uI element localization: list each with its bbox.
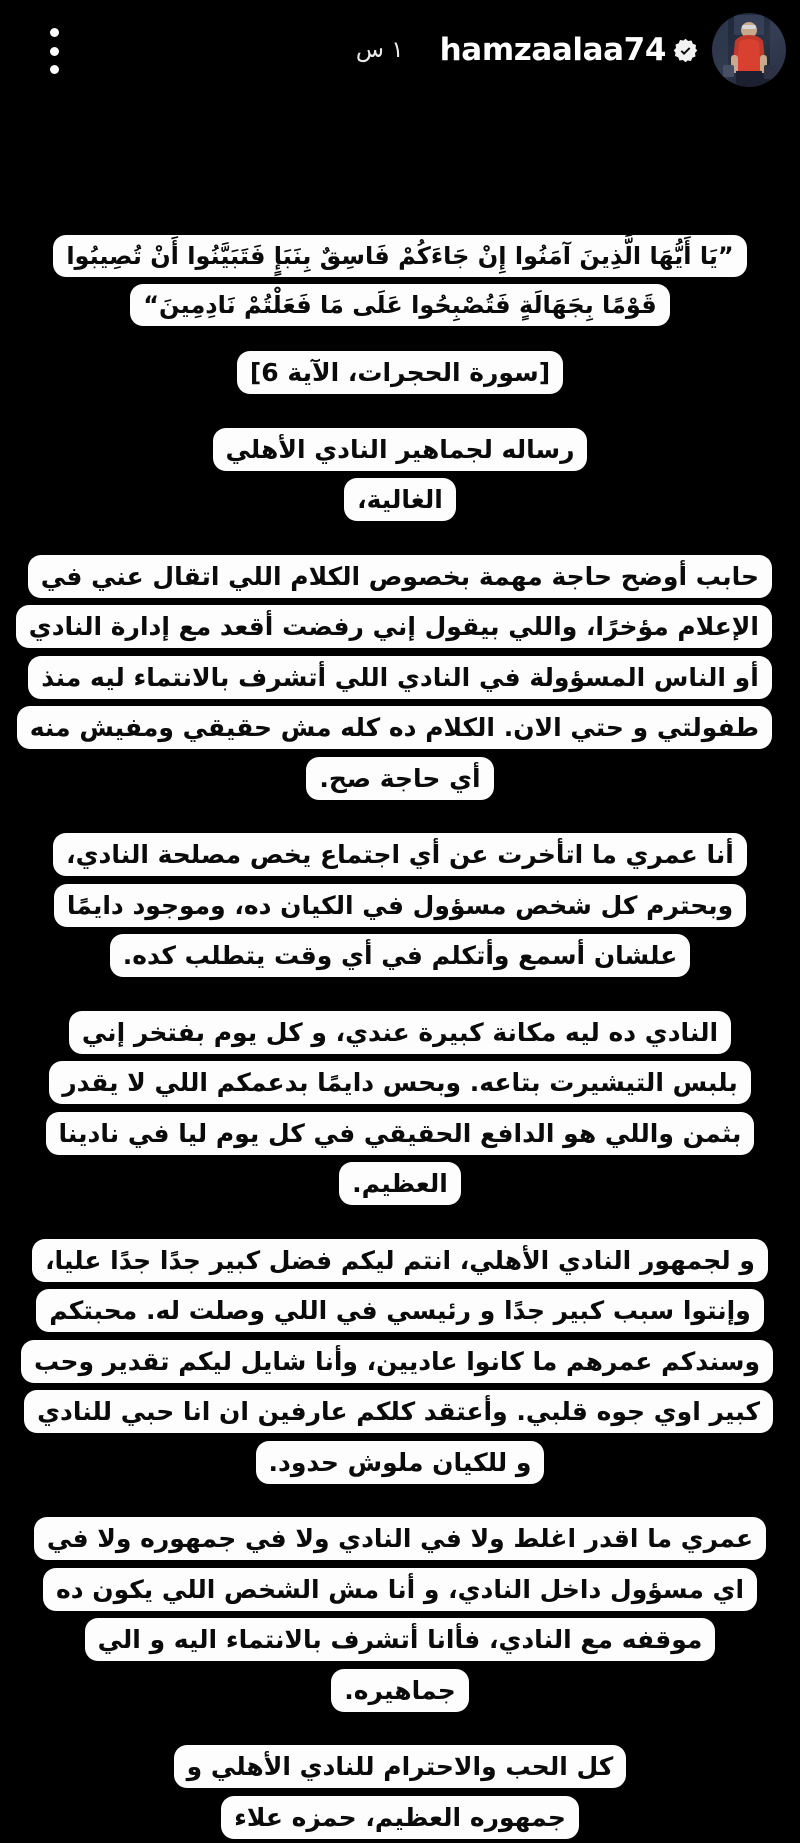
text-block-verse-source — [50, 348, 750, 399]
text-block-paragraph-5 — [28, 1514, 772, 1716]
signoff-text: كل الحب والاحترام للنادي الأهلي و جمهوره العظيم، حمزه علاء — [174, 1745, 627, 1839]
kebab-menu-icon[interactable] — [44, 28, 64, 74]
story-timestamp: ١ س — [355, 37, 404, 63]
kebab-dot — [50, 65, 59, 74]
text-block-quran-verse — [30, 232, 770, 330]
profile-avatar-image[interactable] — [712, 13, 786, 87]
paragraph-4-text: و لجمهور النادي الأهلي، انتم ليكم فضل كبير جدًا جدًا عليا، وإنتوا سبب كبير جدًا و رئيسي في اللي وصلت له. محبتكم وسندكم عمرهم ما كانوا عاديين، وأنا شايل ليكم تقدير وحب كبير اوي جوه قلبي. وأعتقد كلكم عارفين ان انا حبي للنادي و للكيان ملوش حدود. — [21, 1239, 773, 1484]
story-header — [0, 0, 800, 100]
verified-badge-icon — [673, 38, 698, 63]
text-block-signoff — [150, 1742, 650, 1843]
text-block-paragraph-1 — [28, 552, 772, 805]
text-block-paragraph-3 — [42, 1008, 758, 1210]
quran-verse-text: ”يَا أَيُّهَا الَّذِينَ آمَنُوا إِنْ جَاءَكُمْ فَاسِقٌ بِنَبَإٍ فَتَبَيَّنُوا أَنْ تُصِيبُوا قَوْمًا بِجَهَالَةٍ فَتُصْبِحُوا عَلَى مَا فَعَلْتُمْ نَادِمِينَ“ — [53, 235, 746, 326]
paragraph-1-text: حابب أوضح حاجة مهمة بخصوص الكلام اللي اتقال عني في الإعلام مؤخرًا، واللي بيقول إني رفضت أقعد مع إدارة النادي أو الناس المسؤولة في النادي اللي أتشرف بالانتماء ليه منذ طفولتي و حتي الان. الكلام ده كله مش حقيقي ومفيش منه أي حاجة صح. — [16, 555, 772, 800]
paragraph-5-text: عمري ما اقدر اغلط ولا في النادي ولا في جمهوره ولا في اي مسؤول داخل النادي، و أنا مش الشخص اللي يكون ده موقفه مع النادي، فأانا أتشرف بالانتماء اليه و الي جماهيره. — [34, 1517, 766, 1712]
kebab-dot — [50, 28, 59, 37]
text-block-paragraph-2 — [42, 830, 758, 982]
paragraph-3-text: النادي ده ليه مكانة كبيرة عندي، و كل يوم بفتخر إني بلبس التيشيرت بتاعه. وبحس دايمًا بدعمكم اللي لا يقدر بثمن واللي هو الدافع الحقيقي في كل يوم ليا في نادينا العظيم. — [46, 1011, 755, 1206]
text-block-greeting — [190, 425, 610, 526]
account-username: hamzaalaa74 — [439, 32, 666, 68]
account-link[interactable] — [440, 32, 698, 68]
kebab-dot — [50, 47, 59, 56]
paragraph-2-text: أنا عمري ما اتأخرت عن أي اجتماع يخص مصلحة النادي، وبحترم كل شخص مسؤول في الكيان ده، وموجود دايمًا علشان أسمع وأتكلم في أي وقت يتطلب كده. — [53, 833, 747, 977]
story-text-content — [0, 232, 800, 1843]
verse-source-text: [سورة الحجرات، الآية 6] — [237, 351, 563, 394]
text-block-paragraph-4 — [27, 1236, 773, 1489]
greeting-text: رساله لجماهير النادي الأهلي الغالية، — [213, 428, 588, 522]
